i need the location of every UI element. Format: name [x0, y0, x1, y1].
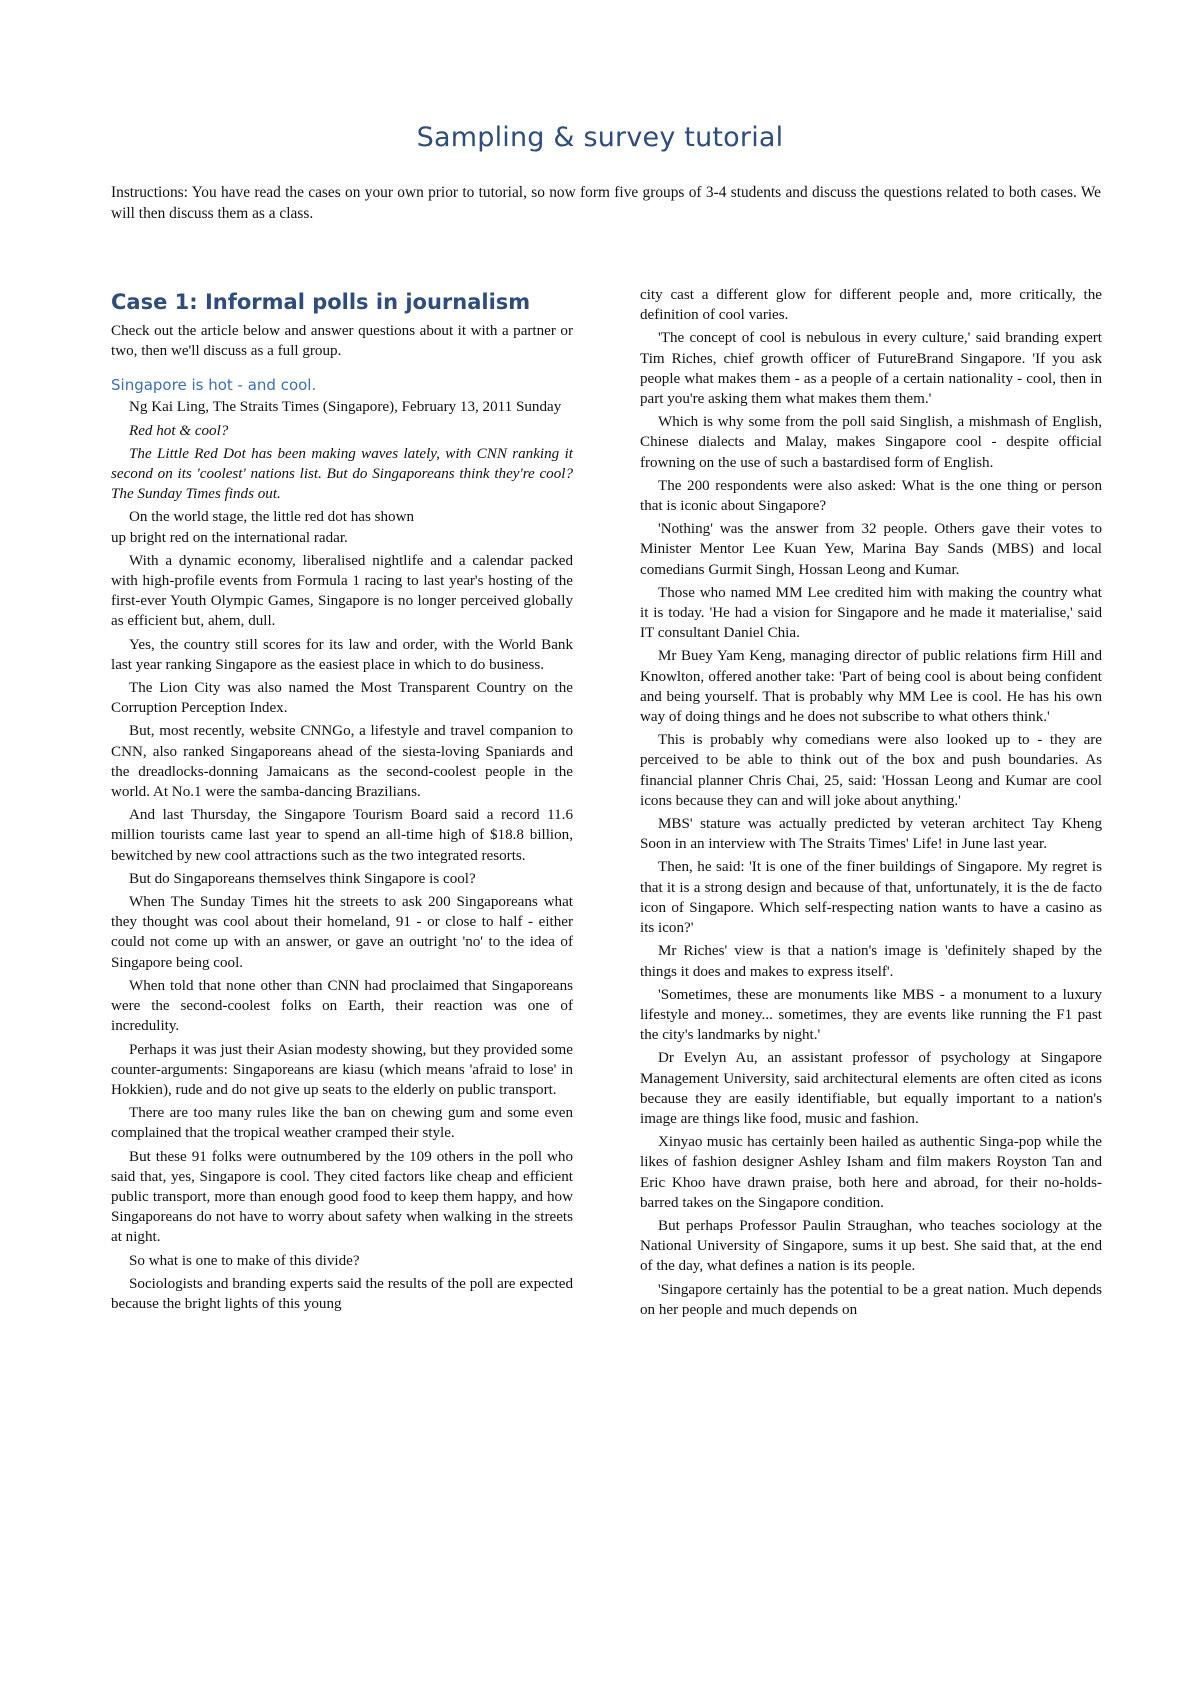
- article-paragraph: And last Thursday, the Singapore Tourism Board said a record 11.6 million tourists came last year to spend an all-time high of $18.8 billion, bewitched by new cool attractions such as the two integrated resorts.: [111, 807, 573, 864]
- article-paragraph: Mr Riches' view is that a nation's image is 'definitely shaped by the things it does and makes to express itself'.: [640, 943, 1102, 980]
- article-kicker: Red hot & cool?: [129, 422, 229, 439]
- article-paragraph: But do Singaporeans themselves think Singapore is cool?: [129, 870, 476, 887]
- page-title: Sampling & survey tutorial: [416, 122, 784, 153]
- left-column: [111, 285, 573, 1317]
- article-paragraph: Then, he said: 'It is one of the finer buildings of Singapore. My regret is that it is a strong design and because of that, unfortunately, it is the de facto icon of Singapore. Which self-respecting nation wants to have a casino as its icon?': [640, 859, 1102, 937]
- article-paragraph: Yes, the country still scores for its law and order, with the World Bank last year ranking Singapore as the easiest place in which to do business.: [111, 636, 573, 673]
- article-paragraph: But, most recently, website CNNGo, a lifestyle and travel companion to CNN, also ranked Singaporeans ahead of the siesta-loving Spaniards and the dreadlocks-donning Jamaicans as the second-coolest people in the world. At No.1 were the samba-dancing Brazilians.: [111, 723, 573, 801]
- article-paragraph: Dr Evelyn Au, an assistant professor of psychology at Singapore Management University, said architectural elements are often cited as icons because they are easily identifiable, but equally important to a nation's image are things like food, music and fashion.: [640, 1050, 1102, 1127]
- article-paragraph: Mr Buey Yam Keng, managing director of public relations firm Hill and Knowlton, offered another take: 'Part of being cool is about being confident and being yourself. That is probably why MM Lee is cool. He has his own way of doing things and he does not subscribe to what others think.': [640, 648, 1102, 726]
- article-paragraph: 'Singapore certainly has the potential to be a great nation. Much depends on her people and much depends on: [640, 1281, 1102, 1318]
- article-paragraph: Perhaps it was just their Asian modesty showing, but they provided some counter-arguments: Singaporeans are kiasu (which means 'afraid to lose' in Hokkien), rude and do not give up seats to the elderly on public transport.: [111, 1041, 573, 1098]
- article-paragraph: But these 91 folks were outnumbered by the 109 others in the poll who said that, yes, Singapore is cool. They cited factors like cheap and efficient public transport, more than enough good food to keep them happy, and how Singaporeans do not have to worry about safety when walking in the streets at night.: [111, 1148, 573, 1246]
- article-paragraph: With a dynamic economy, liberalised nightlife and a calendar packed with high-profile events from Formula 1 racing to last year's hosting of the first-ever Youth Olympic Games, Singapore is no longer perceived globally as efficient but, ahem, dull.: [111, 552, 573, 630]
- article-paragraph: MBS' stature was actually predicted by veteran architect Tay Kheng Soon in an interview with The Straits Times' Life! in June last year.: [640, 816, 1102, 853]
- case-1-intro: Check out the article below and answer questions about it with a partner or two, then we'll discuss as a full group.: [111, 323, 573, 360]
- instructions-text: Instructions: You have read the cases on your own prior to tutorial, so now form five groups of 3-4 students and discuss the questions related to both cases. We will then discuss them as a class.: [111, 184, 1101, 222]
- article-paragraph: Sociologists and branding experts said the results of the poll are expected because the bright lights of this young: [111, 1275, 573, 1312]
- article-paragraph: 'Sometimes, these are monuments like MBS - a monument to a luxury lifestyle and money... sometimes, they are events like running the F1 past the city's landmarks by night.': [640, 986, 1102, 1044]
- article-lead: [111, 507, 573, 547]
- article-continuation: city cast a different glow for different people and, more critically, the definition of cool varies.: [640, 287, 1102, 324]
- case-1-heading: Case 1: Informal polls in journalism: [111, 290, 531, 314]
- right-column: [640, 285, 1102, 1323]
- article-paragraph: Which is why some from the poll said Singlish, a mishmash of English, Chinese dialects and Malay, makes Singapore cool - despite official frowning on the use of such a bastardised form of English.: [640, 414, 1102, 471]
- article-paragraph: The 200 respondents were also asked: What is the one thing or person that is iconic about Singapore?: [640, 477, 1102, 515]
- article-headline: Singapore is hot - and cool.: [111, 376, 317, 395]
- right-article-paragraphs: [640, 328, 1102, 1320]
- article-paragraph: So what is one to make of this divide?: [129, 1252, 360, 1269]
- article-paragraph: Xinyao music has certainly been hailed as authentic Singa-pop while the likes of fashion designer Ashley Isham and film makers Royston Tan and Eric Khoo have drawn praise, both here and abroad, for their no-holds-barred takes on the Singapore condition.: [640, 1134, 1102, 1211]
- article-paragraph: 'Nothing' was the answer from 32 people. Others gave their votes to Minister Mentor Lee Kuan Yew, Marina Bay Sands (MBS) and local comedians Gurmit Singh, Hossan Leong and Kumar.: [640, 521, 1102, 578]
- article-lead-line-1: On the world stage, the little red dot has shown: [129, 509, 415, 526]
- left-article-paragraphs: [111, 551, 573, 1314]
- article-paragraph: 'The concept of cool is nebulous in every culture,' said branding expert Tim Riches, chief growth officer of FutureBrand Singapore. 'If you ask people what makes them - as a people of a certain nationality - cool, then in part you're asking them what makes them them.': [640, 330, 1102, 408]
- article-paragraph: When told that none other than CNN had proclaimed that Singaporeans were the second-coolest folks on Earth, their reaction was one of incredulity.: [111, 977, 573, 1035]
- article-lead-line-2: up bright red on the international radar.: [111, 529, 348, 546]
- article-paragraph: There are too many rules like the ban on chewing gum and some even complained that the tropical weather cramped their style.: [111, 1105, 573, 1142]
- article-standfirst: The Little Red Dot has been making waves lately, with CNN ranking it second on its 'coolest' nations list. But do Singaporeans think they're cool? The Sunday Times finds out.: [111, 445, 573, 503]
- article-byline: Ng Kai Ling, The Straits Times (Singapore), February 13, 2011 Sunday: [129, 399, 562, 416]
- article-paragraph: But perhaps Professor Paulin Straughan, who teaches sociology at the National University of Singapore, sums it up best. She said that, at the end of the day, what defines a nation is its people.: [640, 1217, 1102, 1275]
- article-paragraph: When The Sunday Times hit the streets to ask 200 Singaporeans what they thought was cool about their homeland, 91 - or close to half - either could not come up with an answer, or gave an outright 'no' to the idea of Singapore being cool.: [111, 894, 573, 971]
- article-paragraph: This is probably why comedians were also looked up to - they are perceived to be able to think out of the box and push boundaries. As financial planner Chris Chai, 25, said: 'Hossan Leong and Kumar are cool icons because they can and will joke about anything.': [640, 732, 1102, 809]
- article-paragraph: Those who named MM Lee credited him with making the country what it is today. 'He had a vision for Singapore and he made it materialise,' said IT consultant Daniel Chia.: [640, 584, 1102, 642]
- article-paragraph: The Lion City was also named the Most Transparent Country on the Corruption Perception Index.: [111, 680, 573, 717]
